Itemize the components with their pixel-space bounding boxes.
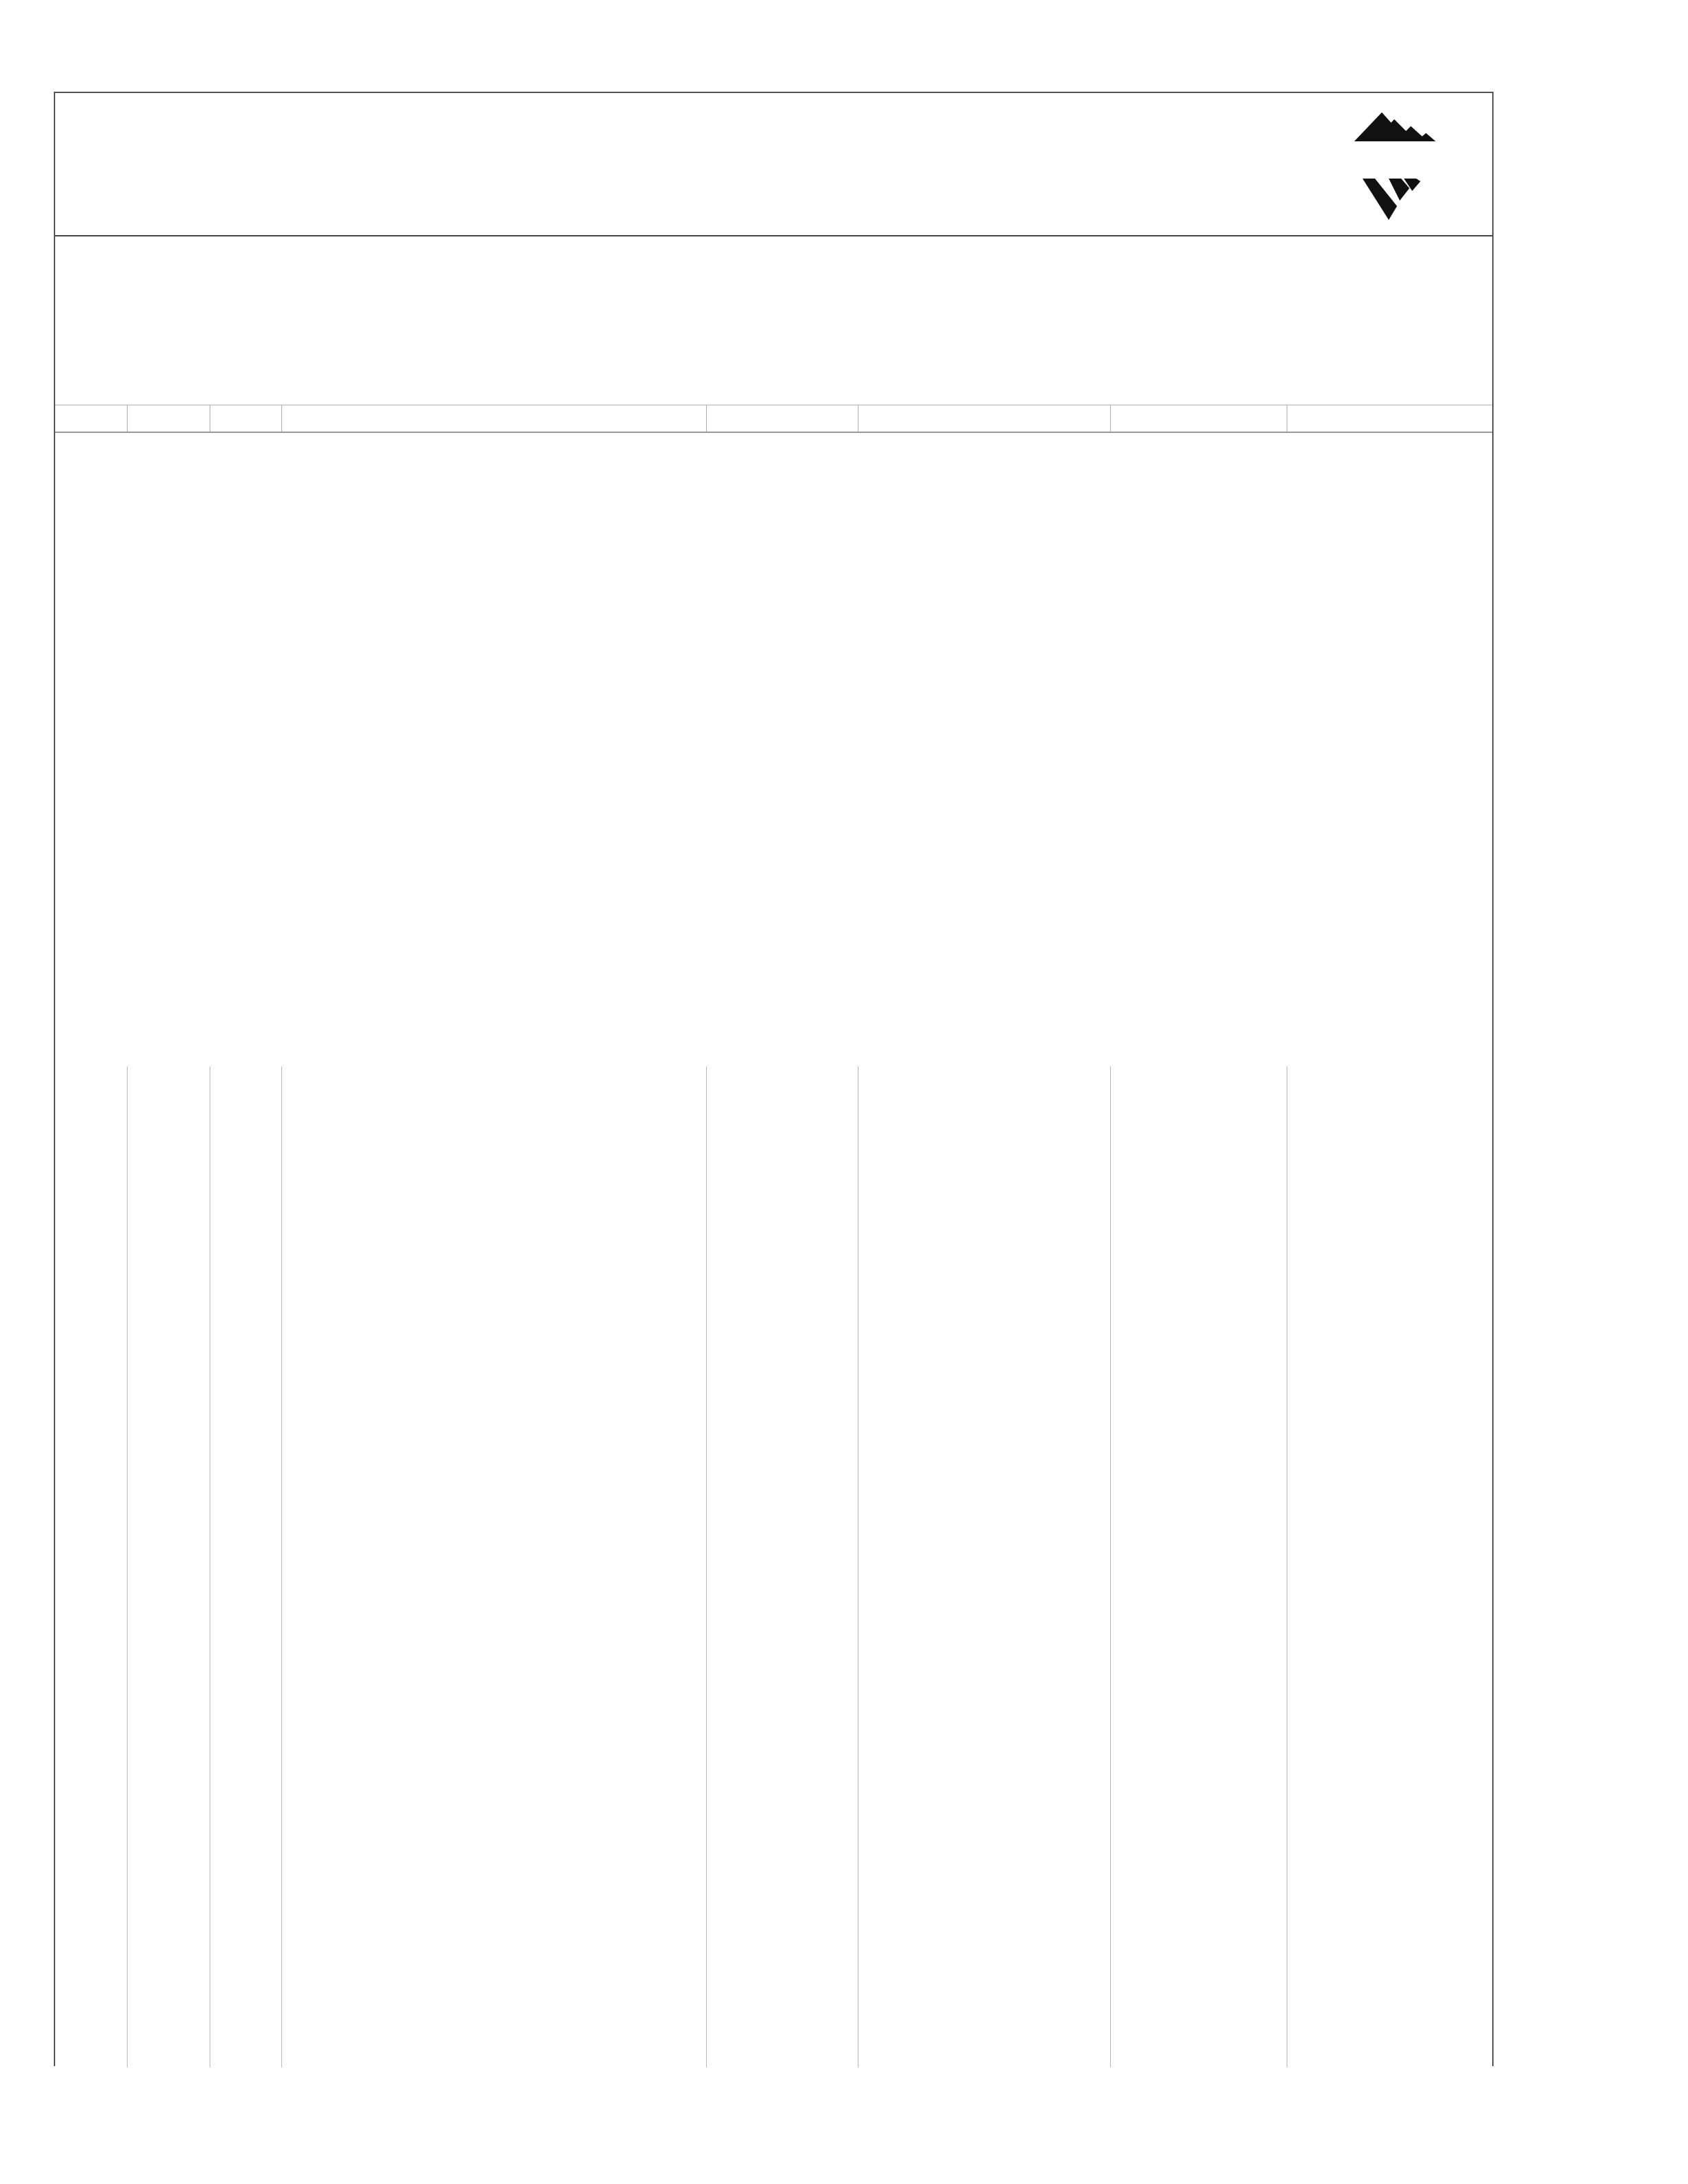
bucyrus-logo [1278, 104, 1478, 228]
company-header [55, 93, 1492, 236]
header-blank-1 [1110, 405, 1287, 433]
table-header-row [55, 405, 1492, 433]
empty-table-area [55, 1066, 1492, 2067]
header-part-no [858, 405, 1110, 433]
header-description [281, 405, 706, 433]
header-qty [127, 405, 210, 433]
column-line [706, 1066, 707, 2067]
header-blank-2 [1287, 405, 1492, 433]
parts-table [55, 405, 1492, 433]
header-unit [210, 405, 281, 433]
header-bucyrus-no [706, 405, 858, 433]
column-line [281, 1066, 282, 2067]
document-frame [54, 92, 1494, 2066]
column-line [1110, 1066, 1111, 2067]
header-item [55, 405, 127, 433]
column-line [127, 1066, 128, 2067]
